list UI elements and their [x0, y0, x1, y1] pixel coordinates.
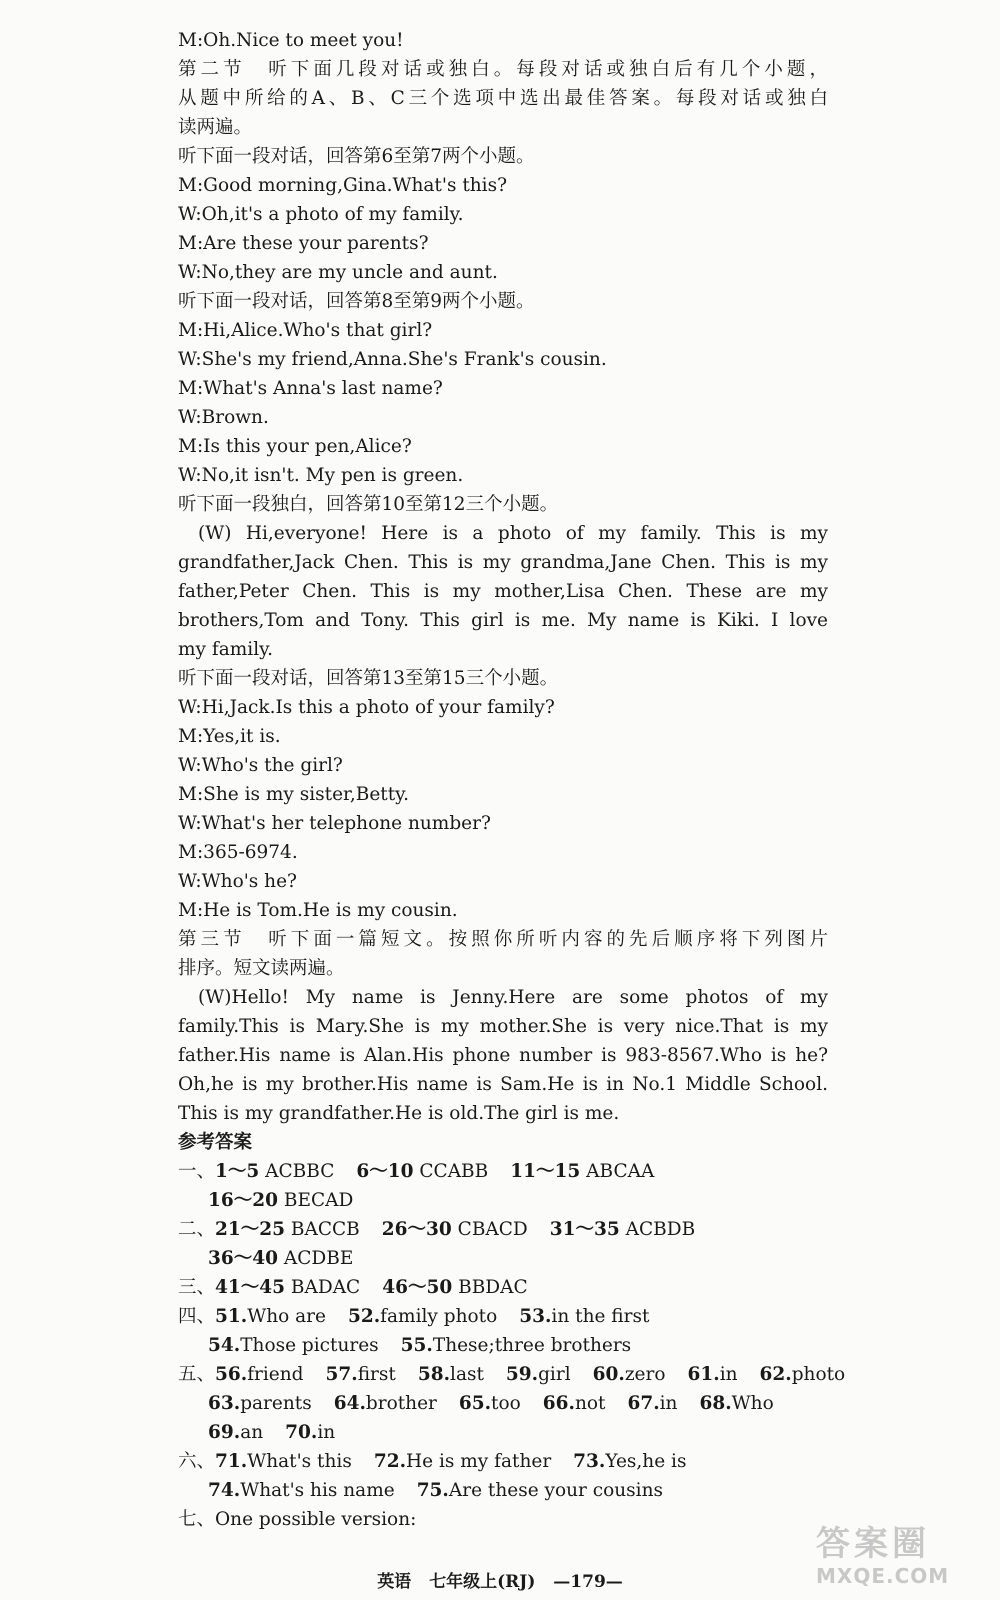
- answer-value: Are these your cousins: [448, 1480, 663, 1501]
- text-line: 从题中所给的A、B、C三个选项中选出最佳答案。每段对话或独白: [178, 88, 828, 109]
- answer-number: 73.: [573, 1451, 606, 1472]
- passage-line: father.His name is Alan.His phone number is 983-8567.Who is he?: [178, 1045, 828, 1066]
- answer-range: 31～35: [549, 1219, 620, 1240]
- answer-row: [178, 1360, 846, 1389]
- answer-value: Who: [731, 1393, 774, 1414]
- instruction-line: 听下面一段对话，回答第13至第15三个小题。: [178, 668, 559, 689]
- section-heading: 第二节 听下面几段对话或独白。每段对话或独白后有几个小题，: [178, 59, 828, 80]
- answer-value: ACDBE: [283, 1248, 354, 1269]
- passage-line: (W)Hello! My name is Jenny.Here are some photos of my: [198, 987, 828, 1008]
- text-line: 读两遍。: [178, 117, 253, 138]
- answer-row: [178, 1476, 828, 1505]
- answer-value: CBACD: [457, 1219, 528, 1240]
- answer-row: [178, 1244, 828, 1273]
- section-number: 六、: [178, 1451, 216, 1472]
- answer-number: 75.: [416, 1480, 449, 1501]
- answer-range: 1～5: [215, 1161, 260, 1182]
- answer-range: 6～10: [356, 1161, 414, 1182]
- section-number: 一、: [178, 1161, 216, 1182]
- answer-row: [178, 1389, 828, 1418]
- answer-row: [178, 1273, 828, 1302]
- answer-value: last: [450, 1364, 484, 1385]
- answer-value: first: [357, 1364, 396, 1385]
- answer-value: BECAD: [283, 1190, 354, 1211]
- instruction-line: 听下面一段对话，回答第8至第9两个小题。: [178, 291, 535, 312]
- monologue-line: grandfather,Jack Chen. This is my grandma,Jane Chen. This is my: [178, 552, 828, 573]
- answer-value: brother: [365, 1393, 437, 1414]
- answer-value: in the first: [551, 1306, 650, 1327]
- watermark: [816, 1524, 986, 1594]
- answer-value: Yes,he is: [605, 1451, 687, 1472]
- dialogue-line: M:365-6974.: [178, 842, 298, 863]
- answer-value: Who are: [247, 1306, 326, 1327]
- dialogue-line: M:What's Anna's last name?: [178, 378, 443, 399]
- section-heading: 第三节 听下面一篇短文。按照你所听内容的先后顺序将下列图片: [178, 929, 828, 950]
- answer-number: 58.: [417, 1364, 451, 1385]
- dialogue-line: W:Brown.: [178, 407, 269, 428]
- answer-number: 74.: [208, 1480, 241, 1501]
- answer-row: [178, 1186, 828, 1215]
- answer-range: 21～25: [215, 1219, 286, 1240]
- answer-range: 11～15: [510, 1161, 581, 1182]
- answer-number: 66.: [542, 1393, 575, 1414]
- answer-value: girl: [538, 1364, 571, 1385]
- answer-number: 52.: [347, 1306, 381, 1327]
- answer-number: 61.: [687, 1364, 720, 1385]
- answer-value: ABCAA: [586, 1161, 655, 1182]
- answer-number: 55.: [400, 1335, 433, 1356]
- footer-grade: 七年级上(RJ): [429, 1572, 536, 1592]
- answer-number: 53.: [519, 1306, 552, 1327]
- section-number: 七、: [178, 1509, 216, 1530]
- answer-value: in: [659, 1393, 678, 1414]
- answer-number: 69.: [208, 1422, 241, 1443]
- monologue-line: brothers,Tom and Tony. This girl is me. My name is Kiki. I love: [178, 610, 828, 631]
- dialogue-line: M:Yes,it is.: [178, 726, 281, 747]
- answer-value: What's this: [247, 1451, 352, 1472]
- answer-value: zero: [624, 1364, 666, 1385]
- answer-number: 64.: [333, 1393, 366, 1414]
- answer-value: in: [719, 1364, 738, 1385]
- dialogue-line: M:Are these your parents?: [178, 233, 429, 254]
- answer-value: BBDAC: [458, 1277, 528, 1298]
- answer-range: 36～40: [208, 1248, 278, 1269]
- answer-number: 57.: [325, 1364, 358, 1385]
- answer-value: ACBDB: [625, 1219, 696, 1240]
- answer-row: [178, 1331, 828, 1360]
- answer-value: One possible version:: [215, 1509, 417, 1530]
- answer-row: [178, 1157, 828, 1186]
- answer-row: [178, 1505, 828, 1534]
- answer-value: Those pictures: [240, 1335, 379, 1356]
- passage-line: This is my grandfather.He is old.The girl is me.: [178, 1103, 620, 1124]
- answer-range: 41～45: [215, 1277, 286, 1298]
- answer-row: [178, 1302, 828, 1331]
- answer-number: 63.: [208, 1393, 241, 1414]
- answer-value: ACBBC: [265, 1161, 335, 1182]
- section-number: 四、: [178, 1306, 216, 1327]
- passage-line: Oh,he is my brother.His name is Sam.He is in No.1 Middle School.: [178, 1074, 828, 1095]
- answer-number: 62.: [759, 1364, 792, 1385]
- answer-value: an: [240, 1422, 264, 1443]
- answer-number: 68.: [699, 1393, 732, 1414]
- text-line: 排序。短文读两遍。: [178, 958, 345, 979]
- answer-value: family photo: [380, 1306, 498, 1327]
- passage-line: family.This is Mary.She is my mother.She is very nice.That is my: [178, 1016, 828, 1037]
- dialogue-line: M:He is Tom.He is my cousin.: [178, 900, 458, 921]
- footer-subject: 英语: [377, 1572, 412, 1592]
- watermark-top: 答案圈: [816, 1524, 930, 1564]
- dialogue-line: M:Hi,Alice.Who's that girl?: [178, 320, 433, 341]
- watermark-bottom: MXQE.COM: [816, 1564, 950, 1588]
- dialogue-line: W:No,they are my uncle and aunt.: [178, 262, 498, 283]
- monologue-line: father,Peter Chen. This is my mother,Lisa Chen. These are my: [178, 581, 828, 602]
- answer-number: 71.: [215, 1451, 248, 1472]
- answer-number: 54.: [208, 1335, 241, 1356]
- answer-value: These;three brothers: [432, 1335, 632, 1356]
- answer-value: parents: [240, 1393, 312, 1414]
- answer-number: 59.: [505, 1364, 539, 1385]
- answer-number: 60.: [592, 1364, 625, 1385]
- answer-value: too: [491, 1393, 521, 1414]
- monologue-line: my family.: [178, 639, 274, 660]
- answer-row: [178, 1215, 828, 1244]
- answer-value: not: [574, 1393, 606, 1414]
- answer-number: 70.: [285, 1422, 318, 1443]
- dialogue-line: M:Is this your pen,Alice?: [178, 436, 412, 457]
- answer-value: BACCB: [290, 1219, 360, 1240]
- page-number: —179—: [553, 1572, 623, 1592]
- answer-value: photo: [791, 1364, 846, 1385]
- dialogue-line: W:No,it isn't. My pen is green.: [178, 465, 464, 486]
- section-number: 二、: [178, 1219, 216, 1240]
- answer-value: friend: [247, 1364, 304, 1385]
- dialogue-line: W:Hi,Jack.Is this a photo of your family?: [178, 697, 555, 718]
- answer-range: 16～20: [208, 1190, 278, 1211]
- answer-number: 56.: [215, 1364, 248, 1385]
- dialogue-line: M:Good morning,Gina.What's this?: [178, 175, 507, 196]
- dialogue-line: M:She is my sister,Betty.: [178, 784, 410, 805]
- dialogue-line: W:What's her telephone number?: [178, 813, 491, 834]
- text-line: M:Oh.Nice to meet you!: [178, 30, 404, 51]
- answer-range: 26～30: [381, 1219, 452, 1240]
- answer-range: 46～50: [382, 1277, 453, 1298]
- instruction-line: 听下面一段对话，回答第6至第7两个小题。: [178, 146, 535, 167]
- answer-value: CCABB: [419, 1161, 489, 1182]
- answer-number: 51.: [215, 1306, 248, 1327]
- section-number: 三、: [178, 1277, 216, 1298]
- answer-number: 67.: [627, 1393, 660, 1414]
- document-page: [178, 26, 846, 1534]
- dialogue-line: W:She's my friend,Anna.She's Frank's cousin.: [178, 349, 607, 370]
- answer-row: [178, 1418, 828, 1447]
- answer-row: [178, 1447, 828, 1476]
- section-number: 五、: [178, 1364, 216, 1385]
- dialogue-line: W:Who's the girl?: [178, 755, 343, 776]
- answer-number: 65.: [458, 1393, 492, 1414]
- answer-value: He is my father: [406, 1451, 552, 1472]
- answer-number: 72.: [373, 1451, 407, 1472]
- instruction-line: 听下面一段独白，回答第10至第12三个小题。: [178, 494, 559, 515]
- answer-value: What's his name: [240, 1480, 395, 1501]
- monologue-line: (W) Hi,everyone! Here is a photo of my family. This is my: [198, 523, 828, 544]
- dialogue-line: W:Who's he?: [178, 871, 297, 892]
- answer-value: BADAC: [290, 1277, 361, 1298]
- dialogue-line: W:Oh,it's a photo of my family.: [178, 204, 464, 225]
- answer-value: in: [317, 1422, 336, 1443]
- answers-heading: 参考答案: [178, 1132, 253, 1153]
